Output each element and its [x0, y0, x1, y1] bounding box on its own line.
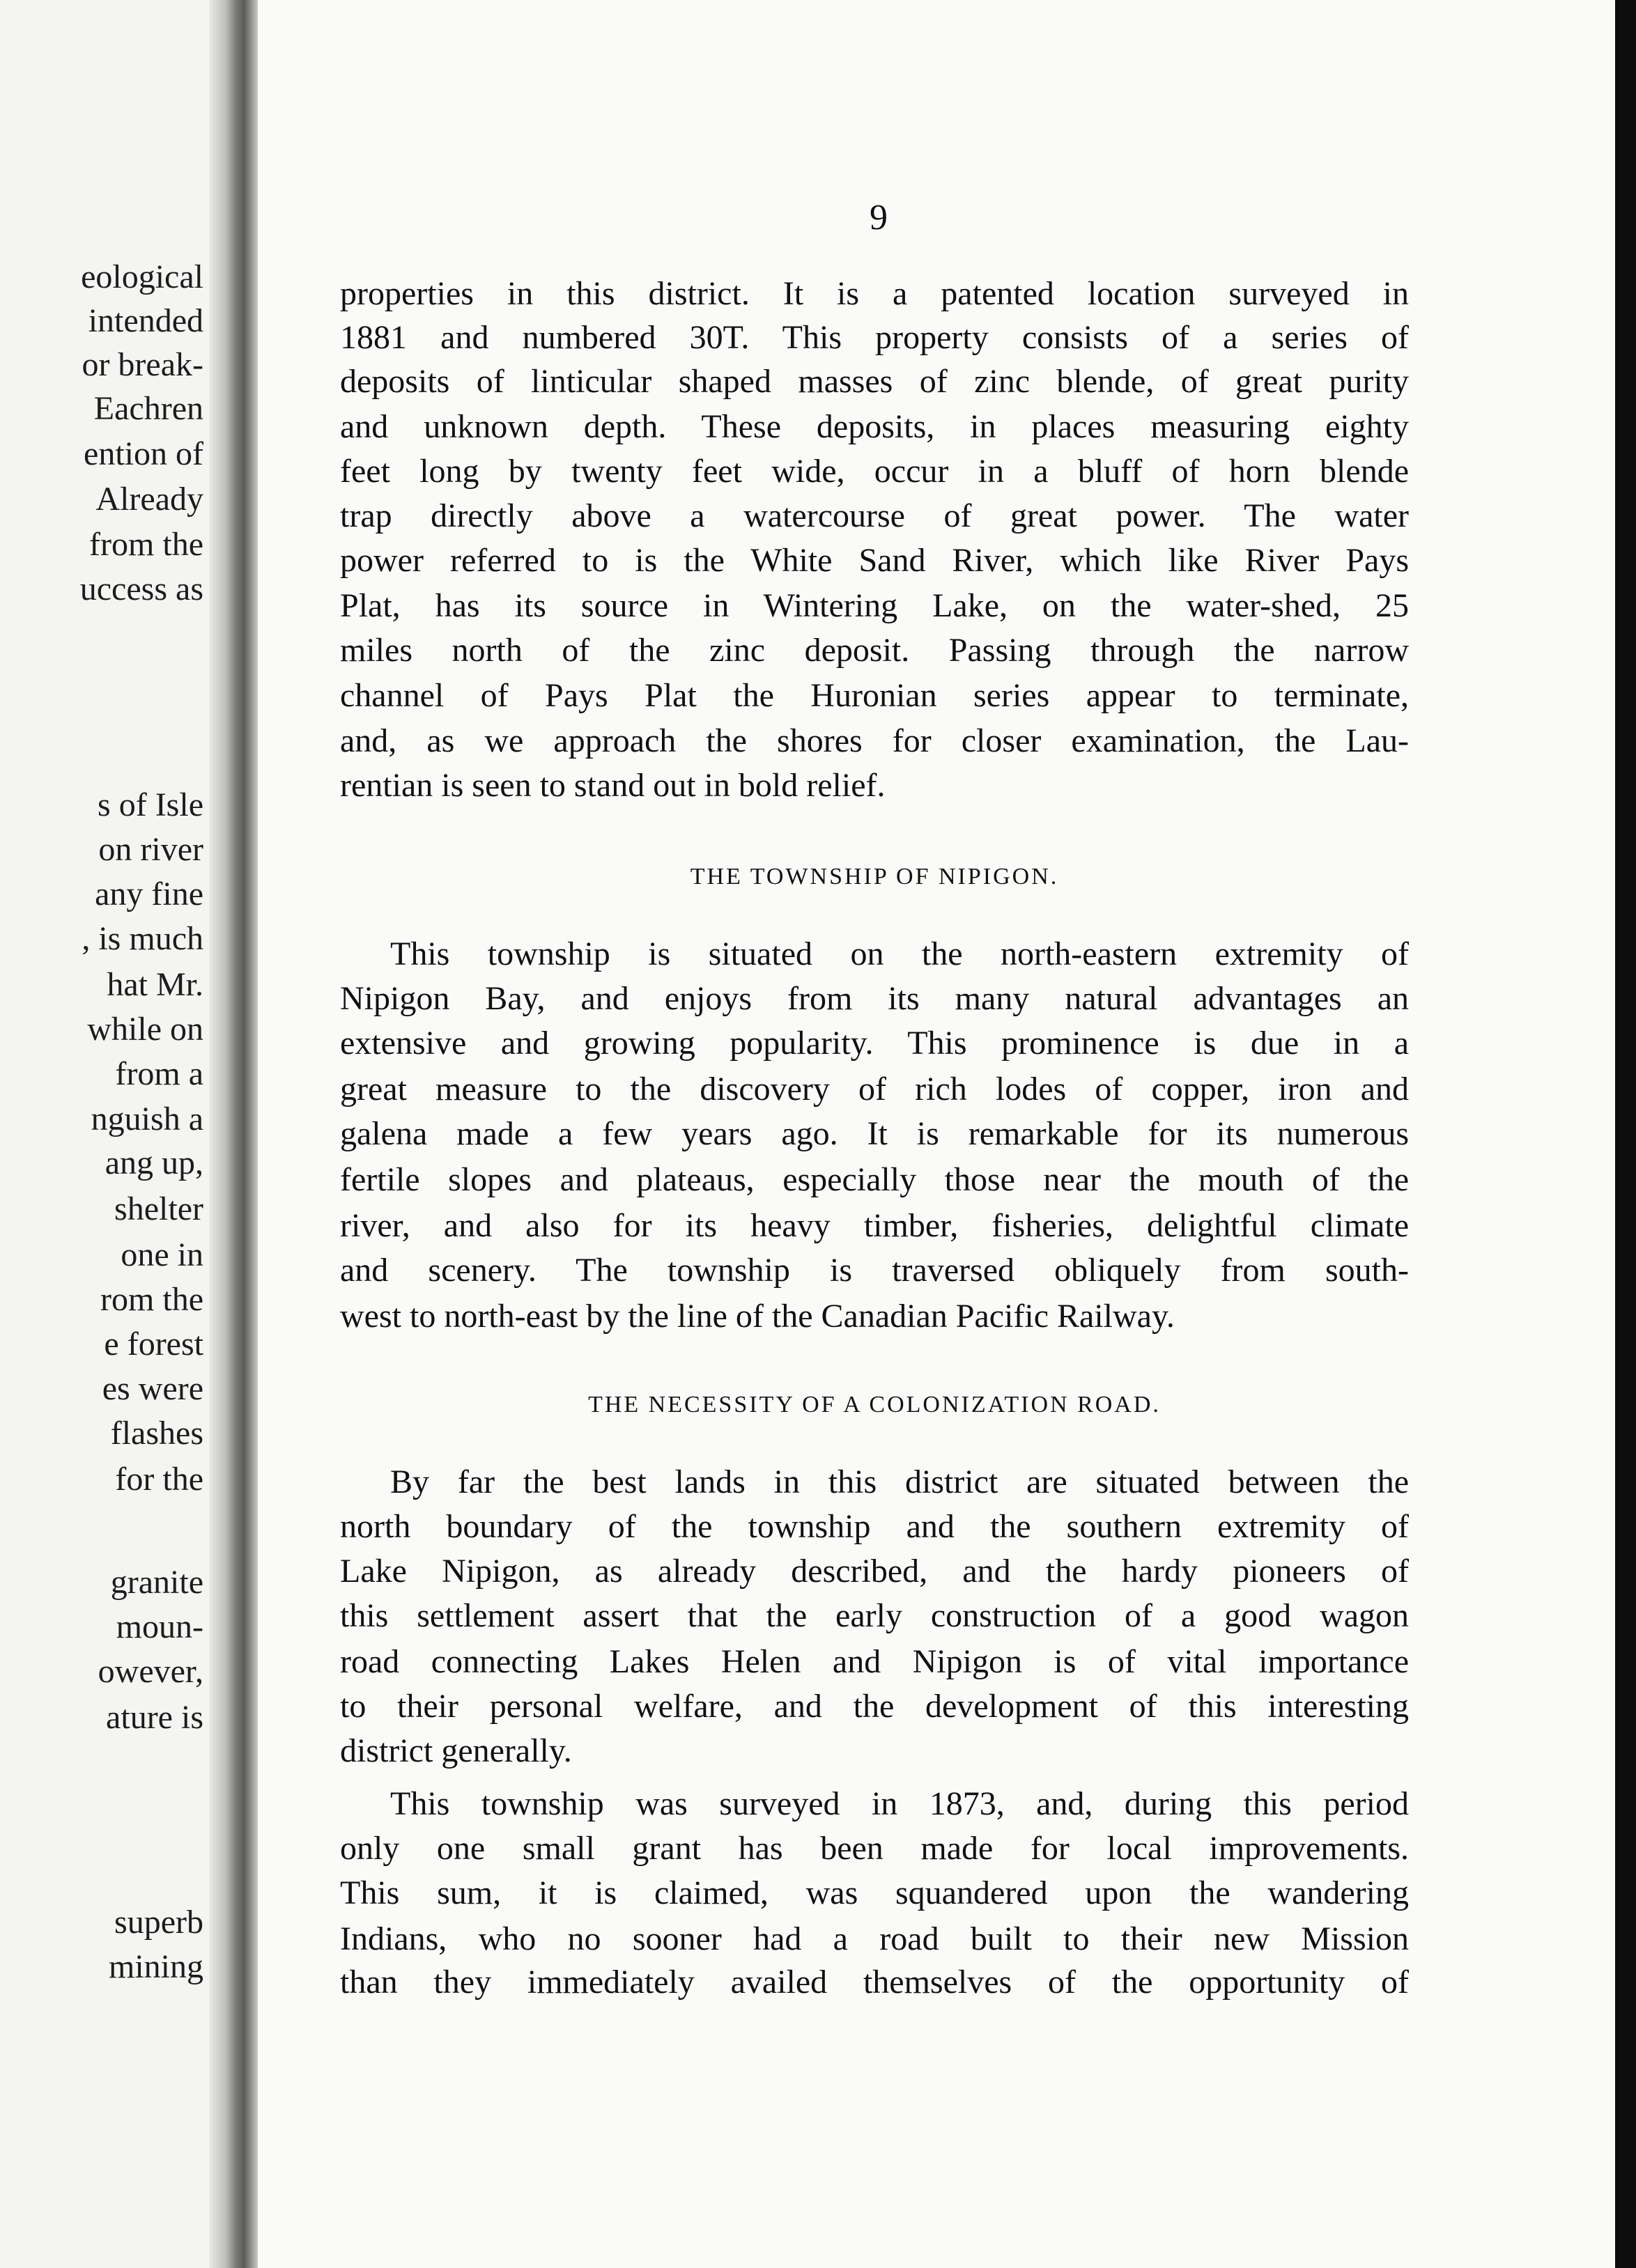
- body-text-line: Plat, has its source in Wintering Lake, on the water-shed, 25: [340, 587, 1409, 624]
- body-text-line: feet long by twenty feet wide, occur in a bluff of horn blende: [340, 453, 1409, 490]
- body-text-line: By far the best lands in this district are situated between the: [390, 1463, 1409, 1500]
- left-page-line: hat Mr.: [107, 966, 203, 1003]
- body-text-line: Lake Nipigon, as already described, and the hardy pioneers of: [340, 1553, 1409, 1590]
- left-page-line: rom the: [100, 1281, 203, 1318]
- left-page-line: flashes: [110, 1415, 203, 1452]
- body-text-line: than they immediately availed themselves of the opportunity of: [340, 1964, 1409, 2001]
- body-text-line: This township was surveyed in 1873, and, during this period: [390, 1785, 1409, 1822]
- body-text-line: This township is situated on the north-eastern extremity of: [390, 935, 1409, 972]
- body-text-line: road connecting Lakes Helen and Nipigon is of vital importance: [340, 1643, 1409, 1680]
- body-text-line: channel of Pays Plat the Huronian series appear to terminate,: [340, 677, 1409, 714]
- page-number: 9: [870, 198, 888, 238]
- body-text-line: only one small grant has been made for local improvements.: [340, 1830, 1409, 1867]
- body-text-line: fertile slopes and plateaus, especially those near the mouth of the: [340, 1161, 1409, 1198]
- body-text-line: power referred to is the White Sand River, which like River Pays: [340, 542, 1409, 579]
- left-page-line: superb: [114, 1904, 203, 1941]
- left-page-line: from the: [89, 526, 203, 563]
- left-page-line: nguish a: [91, 1101, 203, 1137]
- left-page-line: any fine: [95, 876, 203, 912]
- left-page-line: one in: [121, 1236, 203, 1273]
- body-text-line: Indians, who no sooner had a road built to their new Mission: [340, 1920, 1409, 1957]
- body-text-line: to their personal welfare, and the development of this interesting: [340, 1688, 1409, 1725]
- left-page-line: ention of: [84, 435, 203, 472]
- left-page-line: moun-: [116, 1608, 203, 1645]
- body-text-line: great measure to the discovery of rich lodes of copper, iron and: [340, 1071, 1409, 1108]
- book-gutter: [209, 0, 258, 2268]
- left-page-line: intended: [88, 302, 203, 339]
- body-text-line: and scenery. The township is traversed obliquely from south-: [340, 1252, 1409, 1289]
- body-text-line: this settlement assert that the early construction of a good wagon: [340, 1597, 1409, 1634]
- body-text-line: deposits of linticular shaped masses of zinc blende, of great purity: [340, 363, 1409, 400]
- left-page-line: owever,: [98, 1653, 203, 1690]
- body-text-line: galena made a few years ago. It is remarkable for its numerous: [340, 1115, 1409, 1152]
- body-text-line: north boundary of the township and the southern extremity of: [340, 1508, 1409, 1545]
- left-page-line: Eachren: [93, 390, 203, 427]
- left-page-line: , is much: [82, 920, 203, 957]
- left-page-line: es were: [102, 1370, 203, 1407]
- left-page-line: or break-: [82, 346, 203, 383]
- body-text-line: This sum, it is claimed, was squandered upon the wandering: [340, 1874, 1409, 1911]
- left-page-line: e forest: [104, 1326, 203, 1362]
- body-text-line: miles north of the zinc deposit. Passing through the narrow: [340, 632, 1409, 669]
- body-text-line: Nipigon Bay, and enjoys from its many natural advantages an: [340, 980, 1409, 1017]
- left-page-line: shelter: [114, 1190, 203, 1227]
- left-page-line: ang up,: [105, 1144, 203, 1181]
- section-heading: THE NECESSITY OF A COLONIZATION ROAD.: [588, 1392, 1161, 1418]
- left-page-line: ature is: [106, 1699, 203, 1736]
- left-page-line: for the: [115, 1461, 203, 1498]
- left-page-line: while on: [87, 1011, 203, 1048]
- body-text-line: extensive and growing popularity. This prominence is due in a: [340, 1025, 1409, 1062]
- left-page-line: eological: [81, 258, 203, 295]
- page-edge-shadow: [1615, 0, 1636, 2268]
- body-text-line: 1881 and numbered 30T. This property consists of a series of: [340, 319, 1409, 356]
- left-page-line: uccess as: [79, 570, 203, 607]
- left-page-line: on river: [98, 831, 203, 868]
- left-page-line: Already: [95, 481, 203, 518]
- left-page-line: mining: [108, 1948, 203, 1985]
- left-page-line: s of Isle: [98, 786, 203, 823]
- body-text-line: and, as we approach the shores for closer examination, the Lau-: [340, 722, 1409, 759]
- body-text-line: and unknown depth. These deposits, in places measuring eighty: [340, 408, 1409, 445]
- left-page-fragment: [0, 0, 209, 2268]
- section-heading: THE TOWNSHIP OF NIPIGON.: [690, 864, 1059, 890]
- body-text-line: river, and also for its heavy timber, fisheries, delightful climate: [340, 1207, 1409, 1244]
- body-text-line: rentian is seen to stand out in bold relief.: [340, 767, 886, 804]
- body-text-line: district generally.: [340, 1732, 572, 1769]
- body-text-line: trap directly above a watercourse of great power. The water: [340, 497, 1409, 534]
- left-page-line: granite: [110, 1564, 203, 1601]
- body-text-line: properties in this district. It is a patented location surveyed in: [340, 275, 1409, 312]
- left-page-line: from a: [115, 1055, 203, 1092]
- body-text-line: west to north-east by the line of the Canadian Pacific Railway.: [340, 1298, 1175, 1335]
